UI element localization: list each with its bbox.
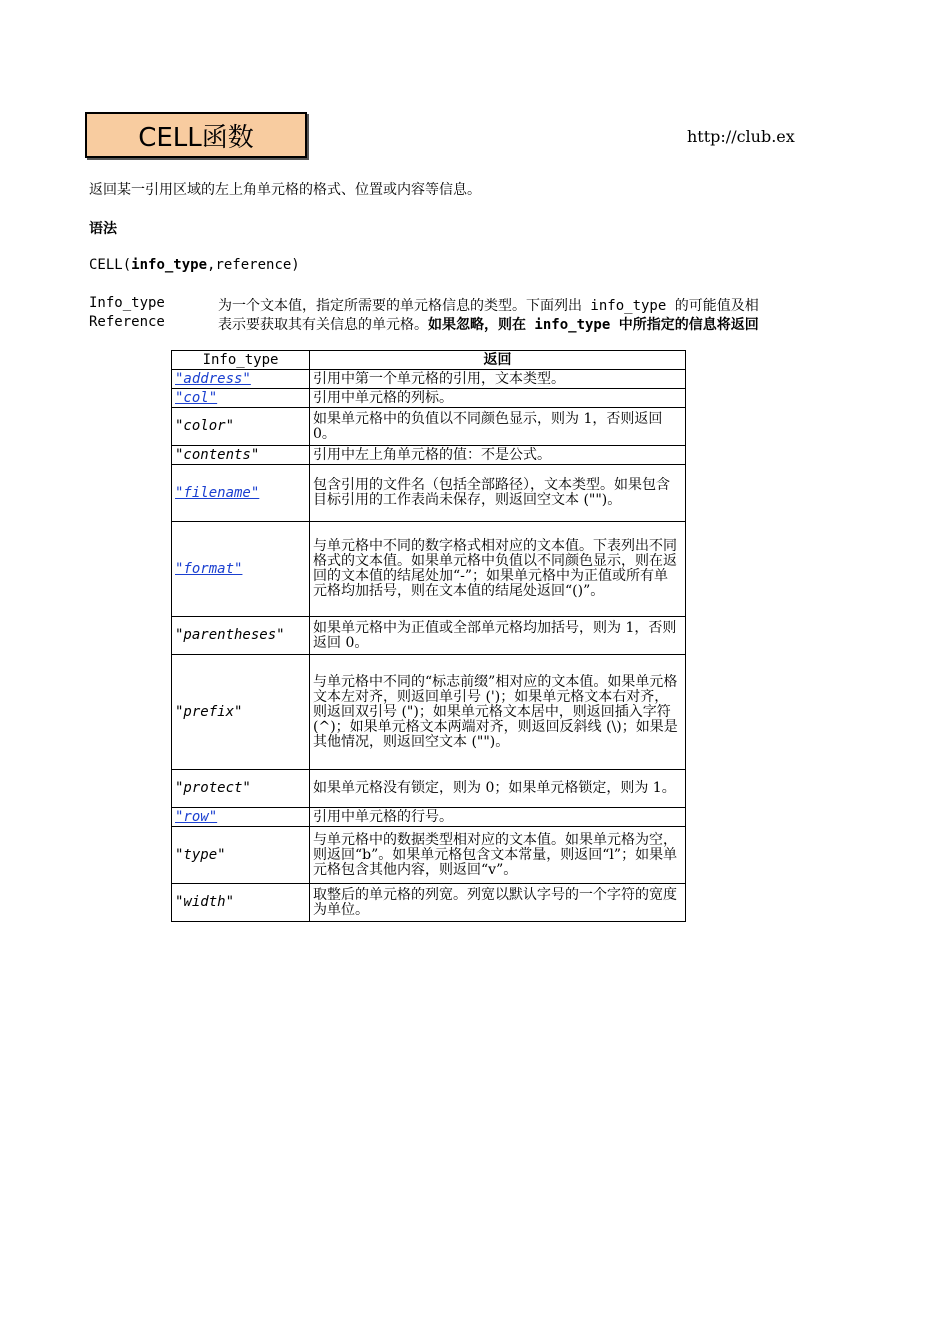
row-key <box>172 617 310 655</box>
syntax-heading: 语法 <box>89 221 117 237</box>
row-desc: 与单元格中不同的数字格式相对应的文本值。下表列出不同格式的文本值。如果单元格中负值以不同颜色显示，则在返回的文本值的结尾处加“-”；如果单元格中为正值或所有单元格均加括号，则在文本值的结尾处返回“()”。 <box>310 522 686 617</box>
table-row <box>172 884 686 922</box>
row-key <box>172 522 310 617</box>
table-row <box>172 770 686 808</box>
row-key <box>172 655 310 770</box>
row-key <box>172 389 310 408</box>
table-row <box>172 408 686 446</box>
param-desc-reference <box>218 314 816 334</box>
row-desc: 包含引用的文件名（包括全部路径），文本类型。如果包含目标引用的工作表尚未保存，则返回空文本 ("")。 <box>310 465 686 522</box>
row-desc: 与单元格中不同的“标志前缀”相对应的文本值。如果单元格文本左对齐，则返回单引号 (')；如果单元格文本右对齐，则返回双引号 (")；如果单元格文本居中，则返回插入字符 (^)；如果单元格文本两端对齐，则返回反斜线 (\)；如果是其他情况，则返回空文本 ("")。 <box>310 655 686 770</box>
page-title: CELL函数 <box>138 122 254 153</box>
row-key <box>172 408 310 446</box>
title-box <box>85 112 307 158</box>
param-name-info-type: Info_type <box>89 295 165 311</box>
header-info-type: Info_type <box>172 351 310 370</box>
table-row <box>172 617 686 655</box>
row-desc: 引用中单元格的列标。 <box>310 389 686 408</box>
syntax-line <box>89 257 300 273</box>
key-text: "color" <box>175 418 235 434</box>
row-desc: 与单元格中的数据类型相对应的文本值。如果单元格为空，则返回“b”。如果单元格包含文本常量，则返回“l”；如果单元格包含其他内容，则返回“v”。 <box>310 827 686 884</box>
param-desc-info-type <box>218 295 816 315</box>
syntax-func: CELL( <box>89 257 132 273</box>
row-desc: 如果单元格中的负值以不同颜色显示，则为 1，否则返回 0。 <box>310 408 686 446</box>
row-key <box>172 446 310 465</box>
row-desc: 如果单元格中为正值或全部单元格均加括号，则为 1，否则返回 0。 <box>310 617 686 655</box>
row-desc: 引用中第一个单元格的引用，文本类型。 <box>310 370 686 389</box>
row-key <box>172 827 310 884</box>
key-link[interactable]: "row" <box>175 808 218 825</box>
key-text: "type" <box>175 846 226 863</box>
param-desc-text: 为一个文本值，指定所需要的单元格信息的类型。下面列出 info_type 的可能值及相 <box>218 298 759 314</box>
table-row <box>172 446 686 465</box>
key-link[interactable]: "format" <box>175 560 243 577</box>
key-link[interactable]: "filename" <box>175 484 260 501</box>
row-desc: 取整后的单元格的列宽。列宽以默认字号的一个字符的宽度为单位。 <box>310 884 686 922</box>
syntax-arg-info-type: info_type <box>131 257 208 273</box>
key-text: "protect" <box>175 780 251 796</box>
table-row <box>172 827 686 884</box>
key-text: "contents" <box>175 446 260 463</box>
param-desc-bold: 如果忽略，则在 info_type 中所指定的信息将返回 <box>428 317 759 333</box>
info-type-table <box>171 350 686 922</box>
key-link[interactable]: "col" <box>175 389 218 406</box>
row-key <box>172 808 310 827</box>
intro-text: 返回某一引用区域的左上角单元格的格式、位置或内容等信息。 <box>89 182 481 198</box>
table-row <box>172 465 686 522</box>
row-key <box>172 465 310 522</box>
row-key <box>172 884 310 922</box>
key-link[interactable]: "address" <box>175 370 251 387</box>
table-row <box>172 389 686 408</box>
key-text: "width" <box>175 894 235 910</box>
param-desc-text: 表示要获取其有关信息的单元格。 <box>218 317 428 333</box>
row-desc: 引用中左上角单元格的值：不是公式。 <box>310 446 686 465</box>
syntax-rest: ,reference) <box>207 257 300 273</box>
row-desc: 引用中单元格的行号。 <box>310 808 686 827</box>
table-row <box>172 522 686 617</box>
table-header-row <box>172 351 686 370</box>
header-return: 返回 <box>310 351 686 370</box>
table-row <box>172 808 686 827</box>
row-key <box>172 770 310 808</box>
table-row <box>172 370 686 389</box>
table-row <box>172 655 686 770</box>
row-desc: 如果单元格没有锁定，则为 0；如果单元格锁定，则为 1。 <box>310 770 686 808</box>
source-url[interactable]: http://club.ex <box>687 127 795 146</box>
key-text: "prefix" <box>175 703 243 720</box>
param-name-reference: Reference <box>89 314 165 330</box>
row-key <box>172 370 310 389</box>
key-text: "parentheses" <box>175 627 285 643</box>
